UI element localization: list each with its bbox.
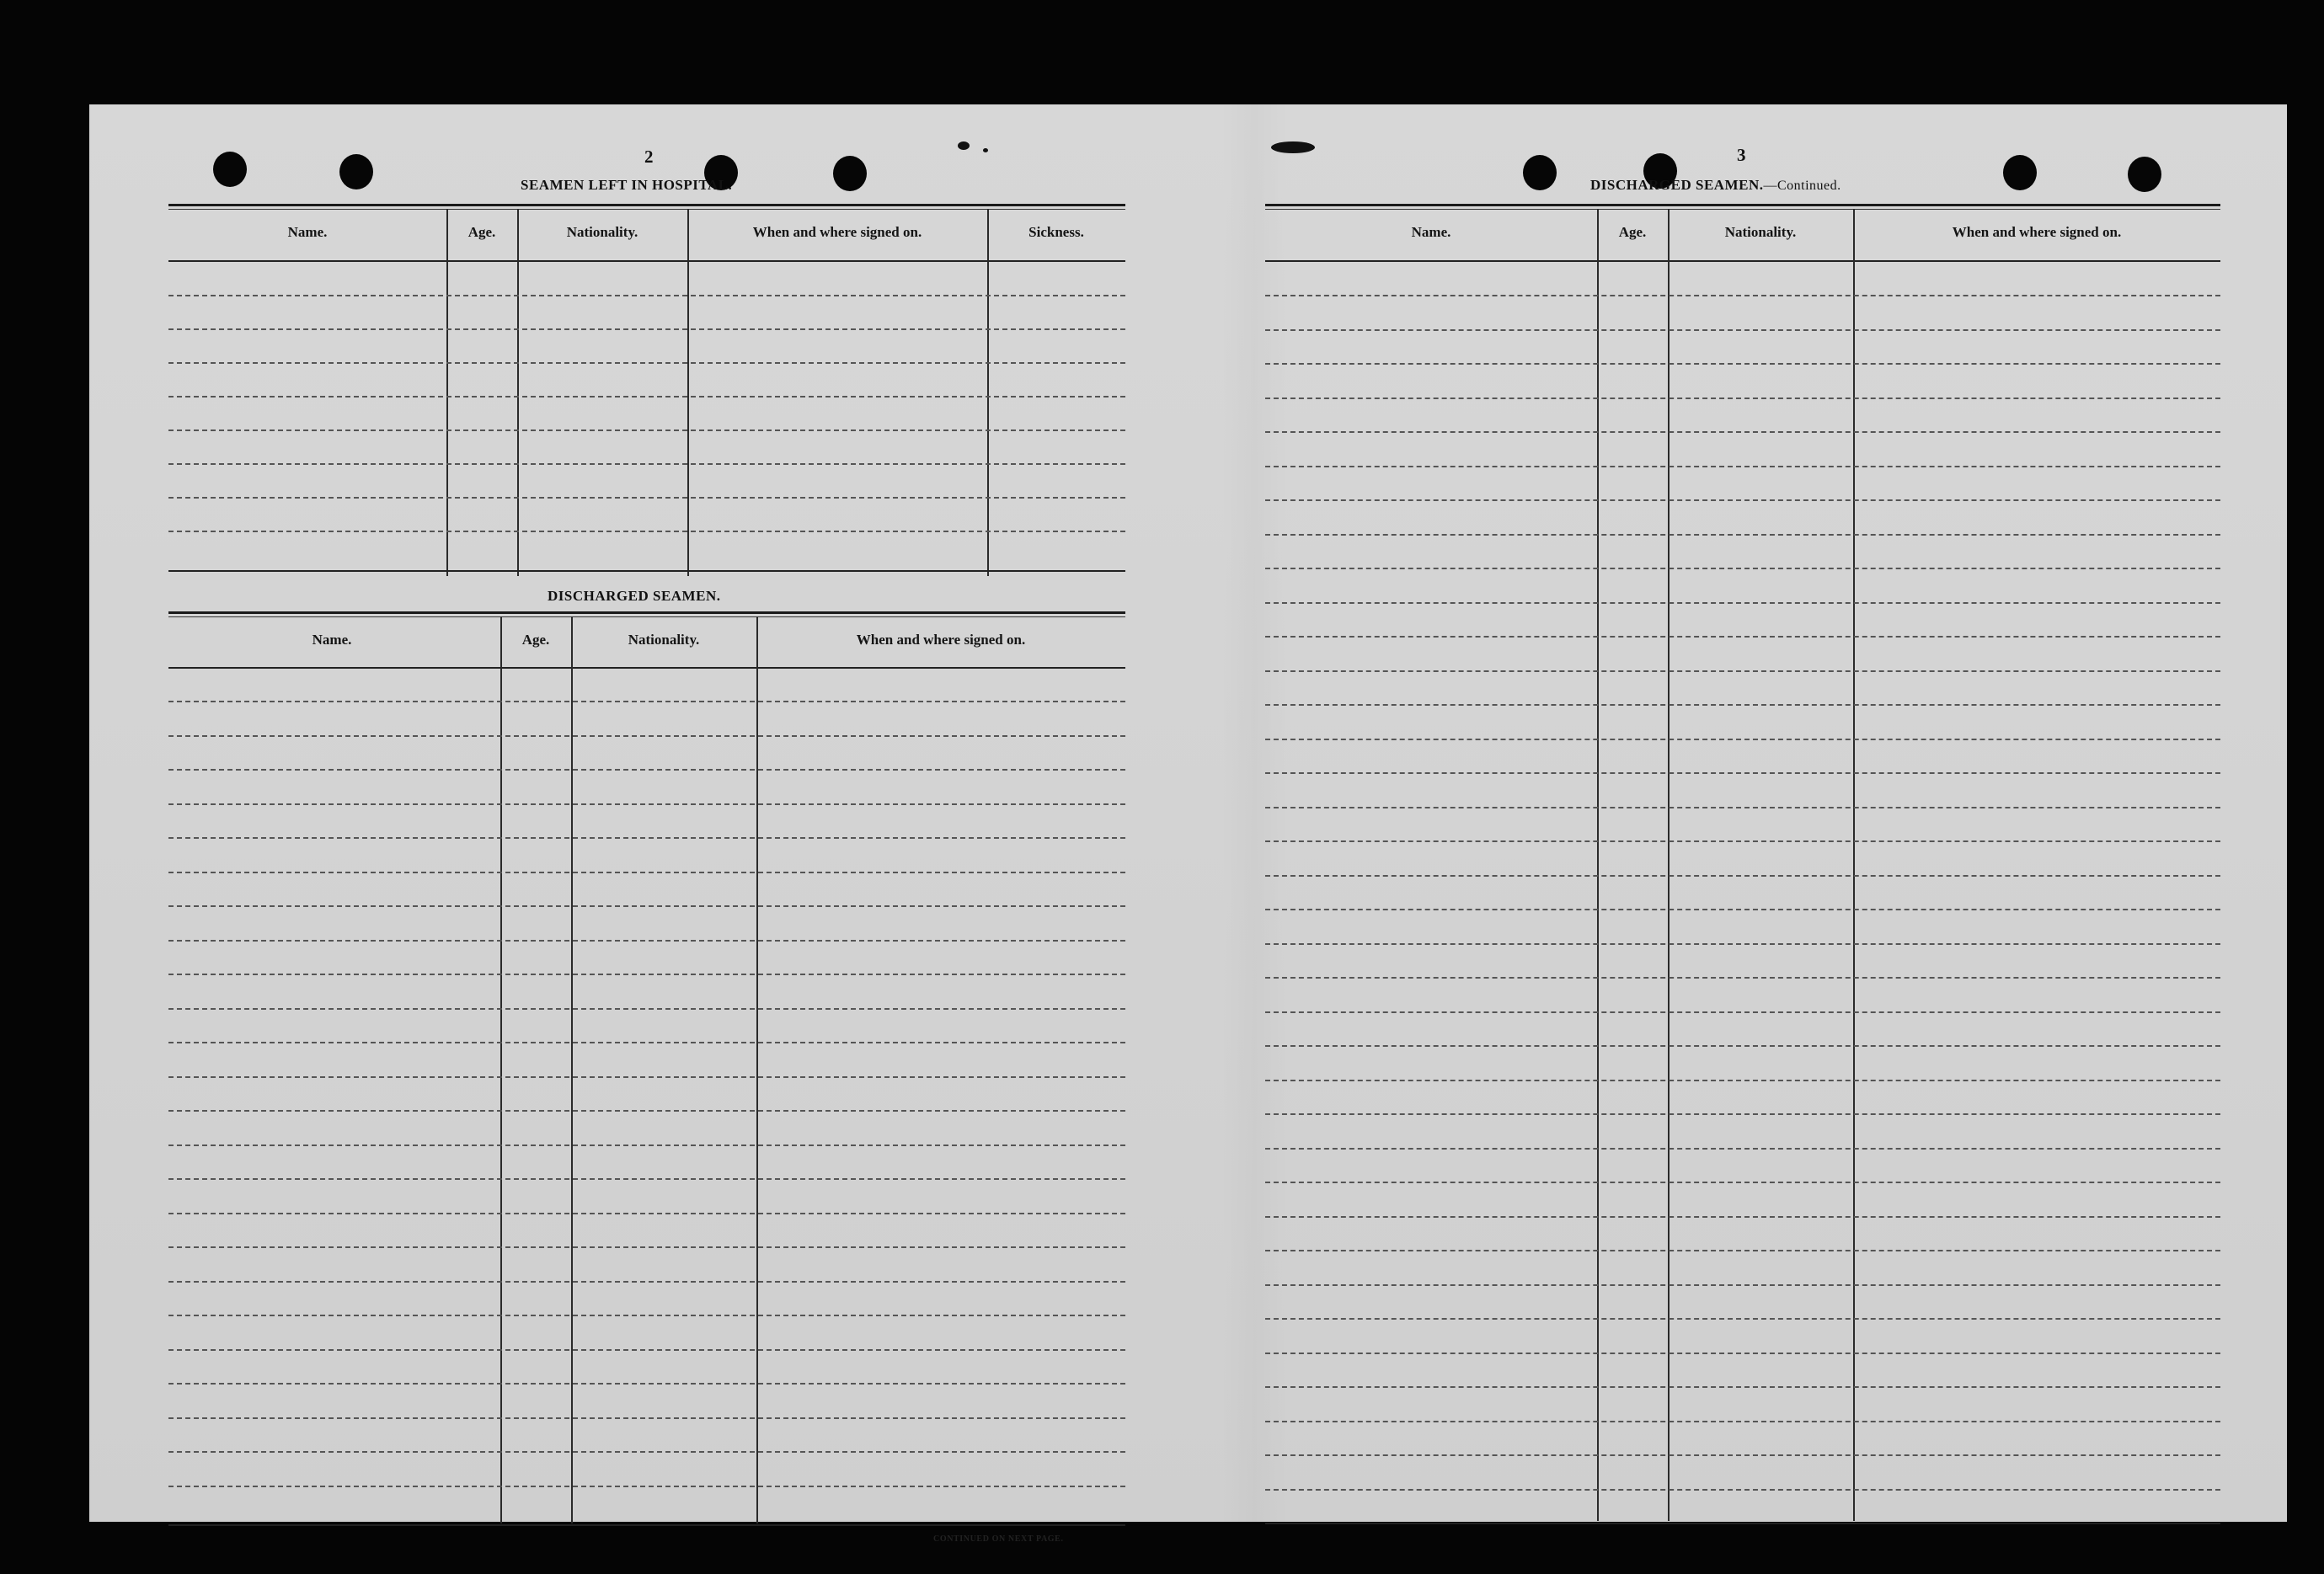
- punch-hole: [2128, 157, 2161, 192]
- entry-line: [168, 940, 1125, 942]
- table-top-rule: [1265, 204, 2220, 206]
- entry-line: [168, 1451, 1125, 1453]
- entry-line: [168, 1110, 1125, 1112]
- page-fold: [1221, 104, 1288, 1522]
- entry-line: [168, 1315, 1125, 1316]
- entry-line: [1265, 636, 2220, 638]
- punch-hole: [2003, 155, 2037, 190]
- entry-line: [168, 362, 1125, 364]
- entry-line: [1265, 1489, 2220, 1491]
- entry-line: [1265, 1113, 2220, 1115]
- paper-background: [89, 104, 2287, 1522]
- col-header-nationality: Nationality.: [1724, 224, 1797, 240]
- page-number-right: 3: [1737, 145, 1746, 165]
- column-divider: [517, 209, 519, 576]
- column-divider: [756, 616, 758, 1523]
- column-divider: [1597, 209, 1599, 1521]
- entry-line: [168, 430, 1125, 431]
- entry-line: [1265, 772, 2220, 774]
- ink-speck: [958, 141, 970, 150]
- punch-hole: [833, 156, 867, 191]
- col-header-sickness: Sickness.: [1028, 224, 1084, 240]
- entry-line: [1265, 909, 2220, 910]
- column-divider: [446, 209, 448, 576]
- entry-line: [168, 1246, 1125, 1248]
- title-main: DISCHARGED SEAMEN.: [1590, 177, 1764, 193]
- entry-line: [1265, 1421, 2220, 1422]
- column-divider: [500, 616, 502, 1523]
- entry-line: [168, 1383, 1125, 1385]
- entry-line: [1265, 431, 2220, 433]
- page-number-left: 2: [644, 147, 654, 167]
- header-underline: [168, 667, 1125, 669]
- title-continued: —Continued.: [1763, 179, 1841, 193]
- table-top-rule: [168, 611, 1125, 614]
- entry-line: [168, 769, 1125, 771]
- entry-line: [1265, 363, 2220, 365]
- entry-line: [168, 1178, 1125, 1180]
- discharged-continued-title: [1590, 177, 1841, 194]
- ink-speck: [1271, 141, 1315, 153]
- table-bottom-rule: [168, 570, 1125, 572]
- entry-line: [1265, 1284, 2220, 1286]
- punch-hole: [213, 152, 247, 187]
- punch-hole: [1523, 155, 1557, 190]
- col-header-name: Name.: [1411, 224, 1451, 240]
- entry-line: [1265, 499, 2220, 501]
- entry-line: [1265, 943, 2220, 945]
- entry-line: [1265, 568, 2220, 569]
- entry-line: [1265, 1250, 2220, 1251]
- entry-line: [1265, 398, 2220, 399]
- entry-line: [168, 1213, 1125, 1214]
- entry-line: [1265, 1454, 2220, 1456]
- column-divider: [687, 209, 689, 576]
- col-header-nationality: Nationality.: [628, 632, 700, 648]
- entry-line: [1265, 1216, 2220, 1218]
- table-bottom-rule: [1265, 1523, 2220, 1524]
- entry-line: [168, 1281, 1125, 1283]
- col-header-name: Name.: [287, 224, 328, 240]
- table-top-rule: [168, 204, 1125, 206]
- column-divider: [987, 209, 989, 576]
- continued-footer: CONTINUED ON NEXT PAGE.: [933, 1534, 1064, 1544]
- col-header-age: Age.: [467, 224, 496, 240]
- col-header-signed-on: When and where signed on.: [856, 632, 1026, 648]
- col-header-signed-on: When and where signed on.: [1952, 224, 2122, 240]
- entry-line: [168, 1349, 1125, 1351]
- entry-line: [1265, 1318, 2220, 1320]
- header-underline: [1265, 260, 2220, 262]
- entry-line: [168, 463, 1125, 465]
- entry-line: [1265, 977, 2220, 979]
- entry-line: [168, 1042, 1125, 1043]
- entry-line: [168, 905, 1125, 907]
- entry-line: [168, 872, 1125, 873]
- column-divider: [571, 616, 573, 1523]
- entry-line: [168, 837, 1125, 839]
- ink-speck: [983, 148, 988, 152]
- entry-line: [1265, 840, 2220, 842]
- table-bottom-rule: [168, 1524, 1125, 1526]
- col-header-age: Age.: [1618, 224, 1647, 240]
- entry-line: [1265, 739, 2220, 740]
- entry-line: [1265, 1148, 2220, 1150]
- col-header-nationality: Nationality.: [566, 224, 638, 240]
- col-header-signed-on: When and where signed on.: [752, 224, 922, 240]
- entry-line: [1265, 534, 2220, 536]
- entry-line: [1265, 602, 2220, 604]
- col-header-age: Age.: [521, 632, 550, 648]
- entry-line: [168, 1486, 1125, 1487]
- entry-line: [168, 735, 1125, 737]
- entry-line: [168, 1144, 1125, 1146]
- form-sheet: [89, 104, 2287, 1544]
- entry-line: [168, 295, 1125, 296]
- entry-line: [1265, 1353, 2220, 1354]
- table-top-rule: [168, 616, 1125, 617]
- header-underline: [168, 260, 1125, 262]
- entry-line: [168, 1417, 1125, 1419]
- entry-line: [168, 803, 1125, 805]
- entry-line: [168, 1076, 1125, 1078]
- entry-line: [168, 1008, 1125, 1010]
- table-top-rule: [1265, 209, 2220, 210]
- column-divider: [1853, 209, 1855, 1521]
- entry-line: [1265, 1182, 2220, 1183]
- entry-line: [168, 531, 1125, 532]
- punch-hole: [339, 154, 373, 189]
- entry-line: [1265, 875, 2220, 877]
- entry-line: [1265, 670, 2220, 672]
- entry-line: [1265, 329, 2220, 331]
- entry-line: [1265, 1011, 2220, 1013]
- discharged-section-title: DISCHARGED SEAMEN.: [548, 588, 721, 604]
- hospital-section-title: SEAMEN LEFT IN HOSPITAL.: [521, 177, 733, 193]
- entry-line: [1265, 807, 2220, 808]
- entry-line: [168, 328, 1125, 330]
- entry-line: [1265, 704, 2220, 706]
- entry-line: [168, 497, 1125, 499]
- entry-line: [1265, 466, 2220, 467]
- column-divider: [1668, 209, 1670, 1521]
- entry-line: [168, 974, 1125, 975]
- entry-line: [1265, 1080, 2220, 1081]
- table-top-rule: [168, 209, 1125, 210]
- entry-line: [1265, 1386, 2220, 1388]
- col-header-name: Name.: [312, 632, 352, 648]
- entry-line: [1265, 1045, 2220, 1047]
- entry-line: [1265, 295, 2220, 296]
- entry-line: [168, 701, 1125, 702]
- entry-line: [168, 396, 1125, 398]
